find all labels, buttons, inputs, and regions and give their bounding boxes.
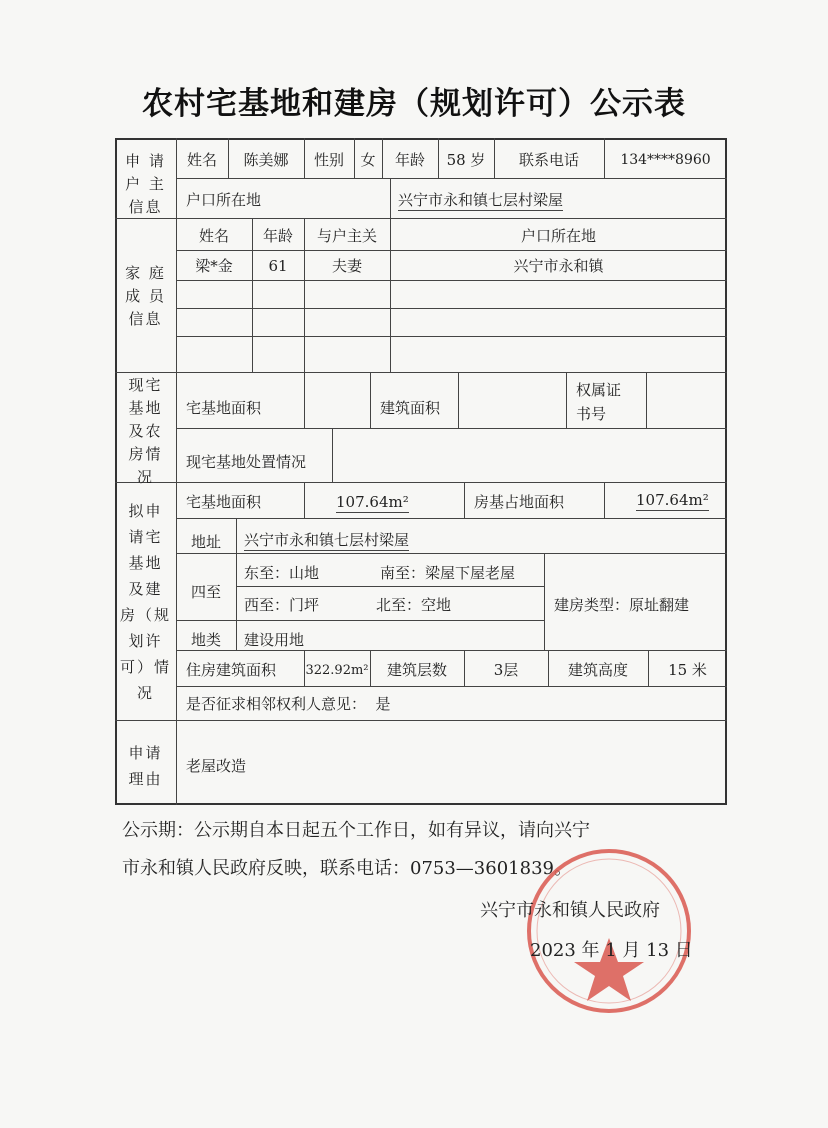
applicant-name: 陈美娜 bbox=[243, 151, 289, 169]
family-member-hukou: 兴宁市永和镇 bbox=[513, 257, 604, 275]
proposed-homestead-area-label: 宅基地面积 bbox=[186, 493, 262, 511]
family-member-age: 61 bbox=[268, 257, 288, 275]
table-rule bbox=[176, 553, 727, 554]
table-rule bbox=[176, 336, 727, 337]
boundary-north: 北至：空地 bbox=[376, 596, 452, 614]
notice-text: 公示期：公示期自本日起五个工作日，如有异议，请向兴宁 市永和镇人民政府反映，联系电话：0753—3601839。 bbox=[122, 820, 590, 879]
applicant-phone: 134****8960 bbox=[620, 152, 711, 168]
floor-area-label: 住房建筑面积 bbox=[186, 661, 277, 679]
height-label: 建筑高度 bbox=[567, 661, 628, 679]
table-rule bbox=[115, 372, 727, 373]
table-rule bbox=[544, 553, 545, 650]
proposed-address: 兴宁市永和镇七层村梁屋 bbox=[244, 531, 410, 549]
table-rule bbox=[176, 250, 727, 251]
phone-label: 联系电话 bbox=[518, 151, 579, 169]
table-rule bbox=[176, 428, 727, 429]
height: 15 米 bbox=[668, 661, 707, 679]
table-rule bbox=[566, 372, 567, 428]
gender-label: 性别 bbox=[313, 151, 344, 169]
table-rule bbox=[646, 372, 647, 428]
boundary-label: 四至 bbox=[190, 583, 221, 601]
boundary-west: 西至：门坪 bbox=[244, 596, 320, 614]
table-rule bbox=[176, 280, 727, 281]
floors-label: 建筑层数 bbox=[386, 661, 447, 679]
family-header-name: 姓名 bbox=[198, 227, 229, 245]
name-label: 姓名 bbox=[186, 151, 217, 169]
hukou-label: 户口所在地 bbox=[186, 191, 262, 209]
age-label: 年龄 bbox=[394, 151, 425, 169]
table-rule bbox=[304, 372, 305, 428]
table-rule bbox=[176, 178, 727, 179]
applicant-age: 58 岁 bbox=[446, 151, 486, 169]
family-header-hukou: 户口所在地 bbox=[520, 227, 596, 245]
section-label-proposed: 拟申 请宅 基地 及建 房（规 划许 可）情 况 bbox=[119, 502, 171, 702]
issue-date: 2023 年 1 月 13 日 bbox=[530, 940, 693, 961]
page-title: 农村宅基地和建房（规划许可）公示表 bbox=[142, 86, 686, 122]
section-label-family: 家 庭 成 员 信息 bbox=[125, 264, 166, 328]
table-rule bbox=[115, 218, 727, 219]
floors: 3层 bbox=[493, 661, 519, 679]
table-rule bbox=[304, 482, 305, 518]
family-header-age: 年龄 bbox=[262, 227, 293, 245]
table-rule bbox=[604, 482, 605, 518]
table-rule bbox=[236, 586, 544, 587]
disposal-label: 现宅基地处置情况 bbox=[186, 453, 307, 471]
boundary-east: 东至：山地 bbox=[244, 564, 320, 582]
current-building-area-label: 建筑面积 bbox=[380, 399, 441, 417]
family-header-relation: 与户主关 bbox=[316, 227, 377, 245]
build-type: 建房类型：原址翻建 bbox=[554, 596, 690, 614]
table-rule bbox=[176, 308, 727, 309]
table-rule bbox=[115, 720, 727, 721]
land-type-label: 地类 bbox=[190, 631, 221, 649]
section-label-applicant: 申 请 户 主 信息 bbox=[125, 152, 166, 216]
section-label-reason: 申请 理由 bbox=[128, 744, 163, 788]
table-rule bbox=[236, 518, 237, 650]
table-rule bbox=[390, 178, 391, 218]
family-member-name: 梁*金 bbox=[195, 257, 233, 275]
neighbor-opinion: 是否征求相邻权利人意见： 是 bbox=[186, 695, 391, 713]
table-rule bbox=[176, 686, 727, 687]
table-rule bbox=[332, 428, 333, 482]
family-member-relation: 夫妻 bbox=[331, 257, 362, 275]
table-rule bbox=[176, 518, 727, 519]
section-label-current: 现宅 基地 及农 房情 况 bbox=[128, 376, 163, 486]
official-seal-icon bbox=[524, 846, 694, 1016]
table-rule bbox=[176, 620, 544, 621]
reason-value: 老屋改造 bbox=[186, 757, 247, 775]
address-label: 地址 bbox=[190, 533, 221, 551]
applicant-hukou: 兴宁市永和镇七层村梁屋 bbox=[398, 191, 564, 209]
table-rule bbox=[370, 372, 371, 428]
table-rule bbox=[464, 482, 465, 518]
issuer: 兴宁市永和镇人民政府 bbox=[480, 900, 660, 921]
current-homestead-area-label: 宅基地面积 bbox=[186, 399, 262, 417]
footprint-label: 房基占地面积 bbox=[474, 493, 565, 511]
boundary-south: 南至：梁屋下屋老屋 bbox=[380, 564, 516, 582]
cert-label: 权属证 书号 bbox=[576, 381, 622, 423]
land-type: 建设用地 bbox=[244, 631, 305, 649]
table-rule bbox=[458, 372, 459, 428]
proposed-homestead-area: 107.64m² bbox=[336, 493, 409, 511]
applicant-gender: 女 bbox=[360, 151, 376, 169]
table-rule bbox=[176, 650, 727, 651]
table-rule bbox=[115, 482, 727, 483]
footprint-value: 107.64m² bbox=[636, 491, 709, 509]
floor-area: 322.92m² bbox=[305, 663, 369, 678]
